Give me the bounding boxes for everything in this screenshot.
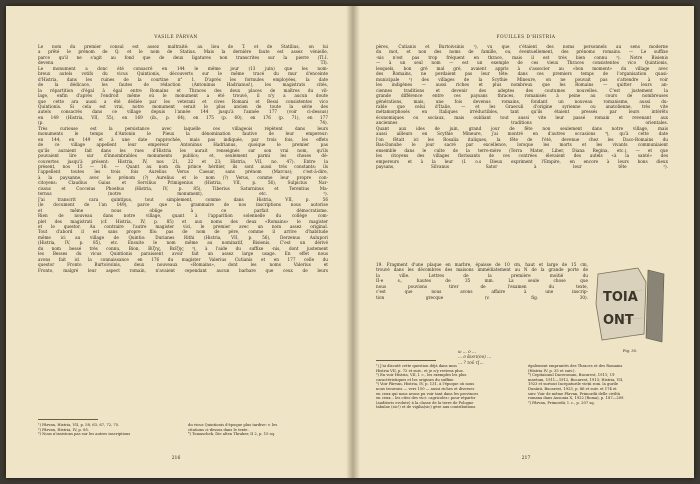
text-line: a prêté le prénom de Q. et le nom de Statius. Mais la dernière faute est assez vénielle, [38,49,328,55]
footnote-line: ²) Pârvan, Histria, IV, p. 85. [38,427,90,432]
text-line: (Histria, IV, p. 85), etc. Ensuite le nom même au nominatif, Bisienis. C'est un dérivé [38,240,328,246]
text-line: Fronto, malgré leur aspect romain, n'avaient cependant aucun barbare que ceux de leurs [38,267,328,273]
text-line: parce qu'il ne s'agit au fond que de deux ligatures non transcrites sur la pierre (TI.I. [38,54,328,60]
epigraphy-line: ... ο ἀυοτ(ου) ... [458,354,492,360]
text-line: tion grecque (v. fig. 30). [376,294,588,300]
text-line: en 144, en 149 et à une date rapprochée, mais pas indiquée, par trois fois, les effets [38,136,328,142]
text-line: Bas-Danube le jour sacré par excellence, lorsque les morts et les vivants communiaient [376,142,668,148]
text-line: municipale ³) des villages de la Scythie Mineure, on ne pouvait pas s'attendre à voir [376,76,668,82]
text-line: de ce village appellent leur empereur Antoninus Hadrianus, quoique le premier pas [38,142,328,148]
inscription-line-1: ΤΟΙΑ [603,290,638,305]
running-head-left: VASILE PÂRVAN [154,35,198,40]
footnote-line: également empruntés des Thraces et des Romains [528,364,623,368]
text-line: l'on fêtait ici les Rosalia italiques, la fête de l'été, devenue chez les Daco-Romains du [376,136,668,142]
text-line: Le monument a donc été consacré en 144 le même jour (13 juin) que les nom- [38,65,328,71]
section-19-text [376,262,588,300]
text-line: de la dédicace, les fautes de rédaction (Antoninus Hadrianus!), les magistrats cités, [38,82,328,88]
footnote-line: ³) Nous n'insistons pas sur les autres inscriptions [38,432,131,437]
text-line: Rien de nouveau dans notre village, quant à l'apparition solennelle du collège com- [38,213,328,219]
text-line: II-e s., hautes de 35 mm. La seule chose que [376,278,588,284]
text-line: Quintionis. Si cela est vrai, notre monument serait le plus ancien de toute la série des [38,103,328,109]
inscription-fragment-figure [594,264,666,346]
text-line: monuments le temps d'Antonin le Pieux la dénomination fautive de leur empereur: [38,131,328,137]
footnote-line: caractéristiques et les origines du suffixe. [376,377,455,382]
text-line: pères, Cutianis et Burtoivsinis ¹), vu que c'étaient des noms personnels au sens moderne [376,44,668,49]
text-line: Très curieuse est la persistance avec laquelle ces villageois répètent dans leurs [38,125,328,131]
text-line: présent, nos 15 — 16. — Quant au nom du prince héritier, ils sont aussi très constants: ils [38,163,328,169]
text-line: générations, mais, une fois devenus romains, fondant un nouveau romanisme, aussi du- [376,98,668,104]
footnote-line: suiv. Voir de même Pârvan, Primordii delle civiltà [528,391,621,396]
figure-caption: Fig. 30. [622,349,638,353]
text-line: 19. Fragment d'une plaque en marbre, épaisse de 10 cm, haut et large de 15 cm, [376,262,588,267]
text-line: la répartition d'égal à égal entre Romains et Thraces des deux places de maîtres du vil- [38,87,328,93]
footnote-line: (auditoris evolute) à la classe de la terre de Pologne [376,400,474,405]
inscription-line-2: ΟΝΤ [603,313,634,328]
epigraphy-line: ... ? τοῦ τ[... [458,359,484,365]
text-line: qu'ils auraient fait dans les rues d'Histria les aurait renseignés sur son vrai nom, qu'ils [38,147,328,153]
text-line: couvertes jusqu'à présent: Histria, IV, nos 21, 22 et 23; Histria, VII, no. 47). Entre la [38,158,328,164]
footnote-line: tabulae (sic!) et de vigilia(sic) gère aux contributions [376,405,476,410]
text-line: les Besses du vicus Quintionis paraissent avoir fait un assez large usage. En effet nous [38,251,328,257]
text-line: la ville. Lettres de la première moitié du [376,272,588,278]
text-line: même ici au village de Quintio: Durianes Rithi (Histria, VII, p. 56), Derzenus Aulupori [38,234,328,240]
text-line: ensemble dans le culte de la terre-mère (Terra Mater, Liber, Diana Regina, etc.), — et que [376,147,668,153]
text-line: grande différence entre ces paysans thraces, romanisés à peine au cours de nombreuses [376,93,668,99]
footnote-line: romana dans Ausonia X, 1922 (Roma), p. 187—209. [528,396,625,401]
footnotes-left-col1 [38,423,178,437]
footnotes-left-col2 [188,423,328,437]
text-line: (le document de l'an 149), parce que la grammaire de nos inscriptions nous autorise [38,202,328,208]
text-line: lage, enfin d'après l'endroit même où le monument a été trouvé, il n'y a aucun doute [38,93,328,99]
footnote-line: citations ci-dessus dans le texte. [188,427,249,432]
text-line: métamorphosés en Italiques irréductibles, tant qu'ils étaient pressés par leurs intérêts [376,109,668,115]
text-line: nous pouvions tirer de l'examen du texte, [376,283,588,289]
text-line: en 149 (Histria, VII, 55), en 169 (ib., p. 64), en 175 (p. 60), en 176 (p. 71), en 177 [38,114,328,120]
footnote-rule-right [376,360,436,361]
text-line: à la paysanne, avec le prénom (?) Aurelius et le nom (?) Verus, comme leur propre con- [38,174,328,180]
text-line: J'ai transcrit cara quintipus, tout simplement, comme dans Histria, VII, p. 56 [38,196,328,202]
footnote-line: en ceux... les cites des vici: «agricoles» pour répartir [376,396,476,401]
footnote-line: ²) En voir Histria, VII, l. c., les exemples les plus [376,373,467,378]
text-line: (p. 74). [38,120,328,126]
footnote-line: ⁵) Pârvan, Primordii, l. c., p. 207 sq. [528,400,595,405]
footnote-line: ⁴) Cepitaionul Daceromun, Bucarest, 1911; Ul- [528,373,616,378]
text-line: cissus et Cocceius Phoebus (Histria, IV, p. 85), Tiberius Saturninus et Terentius Ma- [38,185,328,191]
text-line: ciennes traditions et devenir des adeptes des coutumes nouvelles. C'est justement la [376,87,668,93]
text-line: l'appellent toutes les trois fois Aurelius Verus Caesar, sans prénom (Marcus); c'est-à-dire, [38,169,328,175]
text-line: -nis n'est pas trop fréquent en thrace, mais il est très bien connu ²). Notre Bisienis [376,54,668,60]
text-line: — à un seul nom — est un exemple de ces vieux Thraces consistentes vico Quintionis, [376,60,668,66]
text-line: questor Fronto Burtoivsinis, deux nouveaux «Romains», dont les noms Valerius et [38,262,328,268]
text-line: trouvé dans les décombres des maisons immédiatement au N de la grande porte de [376,267,588,273]
footnote-line: ⁴) Tomaschek, Die alten Thraker, II 2, p. 15 sq. [188,432,276,437]
text-line: lesquels, bon gré mal gré, avaient appris à s'associer au «bon moment» du village avec [376,65,668,71]
text-line: avons fait ici la connaissance en 176 du magister Valerius Cutianis et en 177 celle du [38,256,328,262]
text-line: devenu TI). [38,60,328,66]
text-line: anciennes traditions orientales. [376,120,668,126]
footnote-line: en ceux qui nous avons pu voir tant dans les provinces [376,391,479,396]
left-page [8,6,344,478]
footnote-line: ¹) J'ai discuté cette question déjà dans mon [376,364,457,368]
text-line: que cette ara aussi a été dédiée par les veterani et cives Romani et Bessi consistentes vico [38,98,328,104]
text-line: c'est que nous avons affaire à une inscrip- [376,289,588,295]
footnote-line: mnetum, 1911—1912, Bucarest, 1913; Histria, VII, [528,377,624,382]
footnotes-right-col2 [528,364,668,405]
right-body-text [376,44,668,169]
text-line: citoyens: Claudius Gaius et Servilius Primigenius (Histria, VII, p. 56), Sulpicius Nar- [38,180,328,186]
text-line: paysans, Silvanus Sator à leur tête ⁵). [376,163,668,169]
text-line: aussi ailleurs en Scythie Mineure, j'ai montré en d'autres occasions ⁴), qu'à cette date [376,131,668,137]
left-body-text [38,44,328,273]
text-line: économiques ou sociaux, mais oubliant tout aussi vite leur passé romain et revenant aux [376,114,668,120]
right-page [358,6,694,478]
text-line: ternus (notre monument), etc. ²). [38,191,328,197]
epigraphy-line: ω ... ο ... [458,349,476,354]
text-line: d'Histria, dans les ruines de la courtine n° 1. D'après les formules employées, la date [38,76,328,82]
text-line: les indigènes — aussi riches et plus nombreux que les Romains — quitter leurs an- [376,82,668,88]
text-line: Tout d'abord il est sans propre fils: pas de nom de père, comme il arrive d'habitude [38,229,328,235]
text-line: plet des magistrati (cf. Histria, IV, p. 85) et aux noms des deux «Romains» le magister [38,218,328,224]
text-line: Quant aux ides de juin, grand jour de fête non seulement dans notre village, mais [376,125,668,131]
footnote-line: ¹) Pârvan, Histria, VII, p. 58, 63, 67, 72, 75. [38,423,120,427]
footnote-line: nous trouvons — vers 150 — aussi riches et diverses [376,386,475,391]
footnote-line: 1923 et surtout Incepaturile vieții rom. la gurile [528,382,618,387]
text-line: et même nous oblige à ce parfait démocratisme. [38,207,328,213]
footnote-line: ³) Voir Pârvan, Histria, IV, p. 131, à l'époque où nous [376,382,475,387]
text-line: et le questor. Au contraire l'autre magister vici, le premier avec un nom assez original. [38,223,328,229]
text-line: Le nom du premier consul est assez maltraité: au lieu de T. et de Statilius, on lui [38,44,328,49]
text-line: empereurs et à la leur (I. o.s Dieux expriment l'Empire, en encore à leurs bons dieux [376,158,668,164]
text-line: les citoyens des villages florissants de ces contrées élevaient des autels «à la santé» des [376,153,668,159]
footnote-rule-left [38,419,98,420]
footnote-line: du vicus Quintionis d'époque plus tardive: v. les [188,423,278,427]
footnote-line: Dunării, Bucarest, 1923, p. 86 et suiv. et 174 et [528,386,617,391]
text-line: des Romains, ne perdaient pas leur tête: dans ces premiers temps de l'organisation quasi- [376,71,668,77]
running-head-right: FOUILLES D'HISTRIA [496,35,556,40]
footnotes-right-col1 [376,364,516,410]
text-line: rable que celui d'Italie, — et les Graeculi d'origine syrienne ou anatolienne, très vite [376,103,668,109]
book-spread [6,6,694,478]
footnote-line: Histria VII, p. 72 et suiv., et je n'y reviens plus. [376,368,464,373]
text-line: breux autels votifs du vicus Quintionis, découverts sur le même tracé du mur d'enceinte [38,71,328,77]
text-line: du mot, et non des noms de famille, ou, éventuellement, des prénoms romains. — Le suffixe [376,49,668,55]
footnote-line: (Histria IV, p. 35 et suiv.). [528,368,576,373]
page-number-right: 217 [521,456,531,461]
text-line: autels consacrés dans ce village depuis l'année 144 jusqu'à l'année 177 (voir ci-dessus) [38,109,328,115]
epigraphic-transcription [458,349,491,365]
text-line: du nom bessé très connu, Bion, Βίζης, Βείζης ³), à l'aide du suffixe -nis, dont justement [38,245,328,251]
page-number-left: 216 [171,456,181,461]
text-line: pouvaient lire sur d'innombrables monuments publics; et, seulement parmi les choses dé- [38,153,328,159]
